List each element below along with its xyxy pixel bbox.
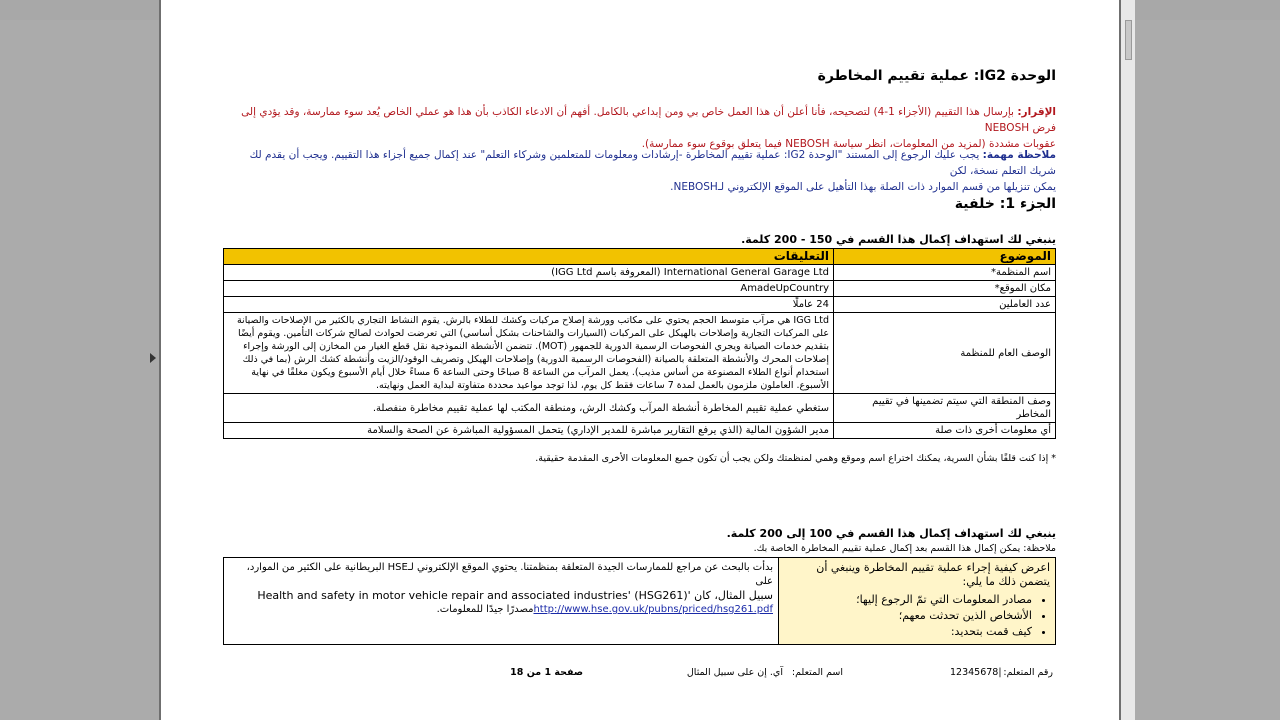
declaration-line1: بإرسال هذا التقييم (الأجزاء 1-4) لتصحيحه، فأنا أعلن أن هذا العمل خاص بي ومن إبداعي بالكامل. أفهم أن الادعاء الكاذب بأن هذا هو عملي الخاص يُعد سوء ممارسة، وقد يؤدي إلى فرض NEBOSH	[241, 106, 1056, 134]
table-row	[224, 558, 1056, 645]
part1-word-target: ينبغي لك استهداف إكمال هذا القسم في 150 - 200 كلمة.	[741, 233, 1056, 246]
part2-word-target: ينبغي لك استهداف إكمال هذا القسم في 100 إلى 200 كلمة.	[726, 527, 1056, 540]
row-label: الوصف العام للمنظمة	[834, 313, 1056, 394]
question-intro: اعرض كيفية إجراء عملية تقييم المخاطرة وينبغي أن يتضمن ذلك ما يلي:	[816, 561, 1050, 588]
table-header-row	[224, 249, 1056, 265]
important-note-label: ملاحظة مهمة:	[982, 149, 1056, 161]
hse-link[interactable]: http://www.hse.gov.uk/pubns/priced/hsg261.pdf	[533, 604, 773, 615]
row-label: مكان الموقع*	[834, 281, 1056, 297]
row-value[interactable]: IGG Ltd هي مرآب متوسط الحجم يحتوي على مكاتب وورشة إصلاح مركبات وكشك للطلاء بالرش. يقوم النشاط التجاري بالكثير من الإصلاحات والصيانة على المركبات التجارية وإصلاحات بالهيكل على المركبات (السيارات والشاحنات بشكل أساسي) التي تعرضت لحوادث لصالح شركات التأمين. ويقوم أيضًا بتقديم خدمات الصيانة ويجري الفحوصات الرسمية الدورية للجمهور (MOT). تتضمن الأنشطة النموذجية نقل قطع الغيار من المخازن إلى الورشة وإجراء إصلاحات المحرك والأنشطة المتعلقة بالصيانة (الفحوصات الرسمية الدورية) وإصلاحات الهيكل وتصريف الوقود/الزيت وأنشطة كشك الرش (بما في ذلك استخدام أنواع الطلاء المصنوعة من أساس مذيب). يعمل المرآب من الساعة 8 صباحًا وحتى الساعة 6 مساءً خلال أيام الأسبوع ويكون مغلقًا في نهاية الأسبوع. العاملون ملزمون بالعمل لمدة 7 ساعات فقط كل يوم، لذا توجد مواعيد محددة متفاوتة لبداية العمل ونهايته.	[224, 313, 834, 394]
learner-number-value: 12345678|	[950, 667, 1002, 678]
unit-title: الوحدة IG2: عملية تقييم المخاطرة	[817, 68, 1056, 84]
row-value[interactable]: ستغطي عملية تقييم المخاطرة أنشطة المرآب وكشك الرش، ومنطقة المكتب لها عملية تقييم مخاطرة منفصلة.	[224, 394, 834, 423]
table-row	[224, 394, 1056, 423]
declaration-paragraph	[221, 104, 1056, 152]
row-value[interactable]: AmadeUpCountry	[224, 281, 834, 297]
declaration-label: الإقرار:	[1017, 106, 1056, 118]
answer-line3	[229, 603, 773, 617]
vertical-scrollbar[interactable]	[1121, 0, 1135, 720]
document-page	[161, 0, 1119, 720]
part2-note: ملاحظة: يمكن إكمال هذا القسم بعد إكمال عملية تقييم المخاطرة الخاصة بك.	[753, 543, 1056, 554]
background-table	[223, 248, 1056, 439]
learner-name-label: اسم المتعلم:	[791, 667, 843, 678]
important-note-paragraph	[221, 147, 1056, 195]
list-item: • الأشخاص الذين تحدثت معهم؛	[784, 609, 1032, 623]
row-label: أي معلومات أخرى ذات صلة	[834, 423, 1056, 439]
header-comments: التعليقات	[224, 249, 834, 265]
answer-line1: بدأت بالبحث عن مراجع للممارسات الجيدة المتعلقة بمنظمتنا. يحتوي الموقع الإلكتروني لـHSE البريطانية على الكثير من الموارد، على	[246, 562, 773, 587]
row-value[interactable]: 24 عاملًا	[224, 297, 834, 313]
row-label: اسم المنظمة*	[834, 265, 1056, 281]
part1-title: الجزء 1: خلفية	[954, 196, 1056, 212]
table-row	[224, 313, 1056, 394]
scrollbar-thumb[interactable]	[1125, 20, 1132, 60]
declaration-line2: عقوبات مشددة (لمزيد من المعلومات، انظر سياسة NEBOSH فيما يتعلق بوقوع سوء ممارسة).	[641, 138, 1056, 150]
table-row	[224, 265, 1056, 281]
question-cell	[779, 558, 1056, 645]
confidentiality-footnote: * إذا كنت قلقًا بشأن السرية، يمكنك اختراع اسم وموقع وهمي لمنظمتك ولكن يجب أن تكون جميع المعلومات الأخرى المقدمة حقيقية.	[535, 453, 1056, 464]
list-item: • كيف قمت بتحديد:	[784, 625, 1032, 639]
row-label: عدد العاملين	[834, 297, 1056, 313]
question-bullets	[784, 593, 1050, 639]
list-item: • مصادر المعلومات التي تمّ الرجوع إليها؛	[784, 593, 1032, 607]
learner-number-label: رقم المتعلم:	[1003, 667, 1053, 678]
learner-name-value: آي. إن على سبيل المثال	[686, 667, 783, 678]
answer-line2: سبيل المثال، كان 'Health and safety in motor vehicle repair and associated industries' (HSG261)	[257, 589, 773, 602]
row-value[interactable]: International General Garage Ltd (المعروفة باسم IGG Ltd)	[224, 265, 834, 281]
row-value[interactable]: مدير الشؤون المالية (الذي يرفع التقارير مباشرة للمدير الإداري) يتحمل المسؤولية المباشرة عن الصحة والسلامة	[224, 423, 834, 439]
table-row	[224, 297, 1056, 313]
answer-link-suffix: مصدرًا جيدًا للمعلومات.	[436, 604, 534, 615]
table-row	[224, 423, 1056, 439]
answer-cell[interactable]	[224, 558, 779, 645]
page-number: صفحة 1 من 18	[510, 667, 583, 678]
previous-page-arrow-icon[interactable]	[150, 353, 156, 363]
row-label: وصف المنطقة التي سيتم تضمينها في تقييم المخاطر	[834, 394, 1056, 423]
table-row	[224, 281, 1056, 297]
important-note-line2: يمكن تنزيلها من قسم الموارد ذات الصلة بهذا التأهيل على الموقع الإلكتروني لـNEBOSH.	[670, 181, 1056, 193]
important-note-line1: يجب عليك الرجوع إلى المستند "الوحدة IG2: عملية تقييم المخاطرة -إرشادات ومعلومات للمتعلمين وشركاء التعلم" عند إكمال جميع أجزاء هذا التقييم. ويجب أن يقدم لك شريك التعلم نسخة، لكن	[249, 149, 1056, 177]
method-table	[223, 557, 1056, 645]
header-topic: الموضوع	[834, 249, 1056, 265]
